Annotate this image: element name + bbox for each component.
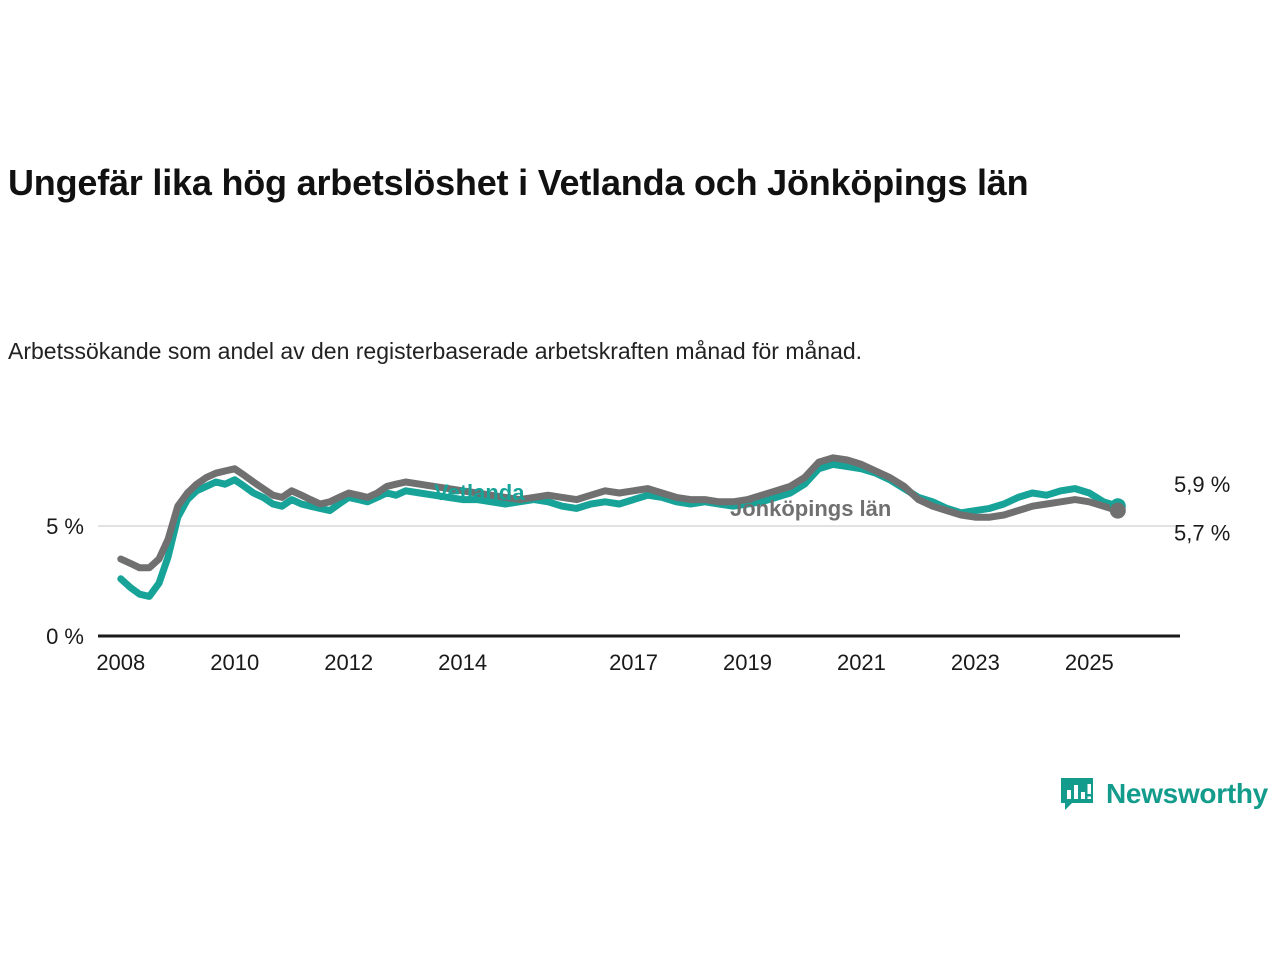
brand-name: Newsworthy	[1106, 778, 1268, 809]
series-paths-group	[121, 458, 1118, 597]
x-tick-label: 2008	[96, 650, 146, 675]
series-label-jonkopings-lan: Jönköpings län	[730, 496, 892, 521]
x-tick-label: 2023	[950, 650, 1000, 675]
newsworthy-logo	[1058, 770, 1268, 818]
x-tick-label: 2025	[1064, 650, 1114, 675]
page-title: Ungefär lika hög arbetslöshet i Vetlanda och Jönköpings län	[8, 162, 1029, 204]
end-value-label-jonkopings-lan: 5,7 %	[1174, 520, 1231, 546]
series-line-vetlanda	[121, 464, 1118, 596]
x-tick-label: 2019	[723, 650, 772, 675]
chart-subtitle: Arbetssökande som andel av den registerbaserade arbetskraften månad för månad.	[8, 338, 863, 364]
end-point-marker	[1110, 503, 1126, 519]
y-tick-label: 0 %	[46, 624, 84, 649]
series-label-vetlanda: Vetlanda	[434, 480, 525, 505]
line-chart-svg	[0, 420, 1280, 700]
axis-group	[46, 514, 1180, 675]
series-line-j-nk-pings-l-n	[121, 458, 1118, 568]
x-tick-label: 2014	[438, 650, 488, 675]
x-tick-label: 2012	[324, 650, 374, 675]
end-value-label-vetlanda: 5,9 %	[1174, 472, 1231, 498]
chart-plot-area	[0, 420, 1280, 700]
bar-chart-icon	[1058, 775, 1096, 813]
x-tick-label: 2010	[210, 650, 260, 675]
x-tick-label: 2017	[609, 650, 659, 675]
x-tick-label: 2021	[836, 650, 886, 675]
y-tick-label: 5 %	[46, 514, 84, 539]
labels-group	[434, 472, 1230, 545]
